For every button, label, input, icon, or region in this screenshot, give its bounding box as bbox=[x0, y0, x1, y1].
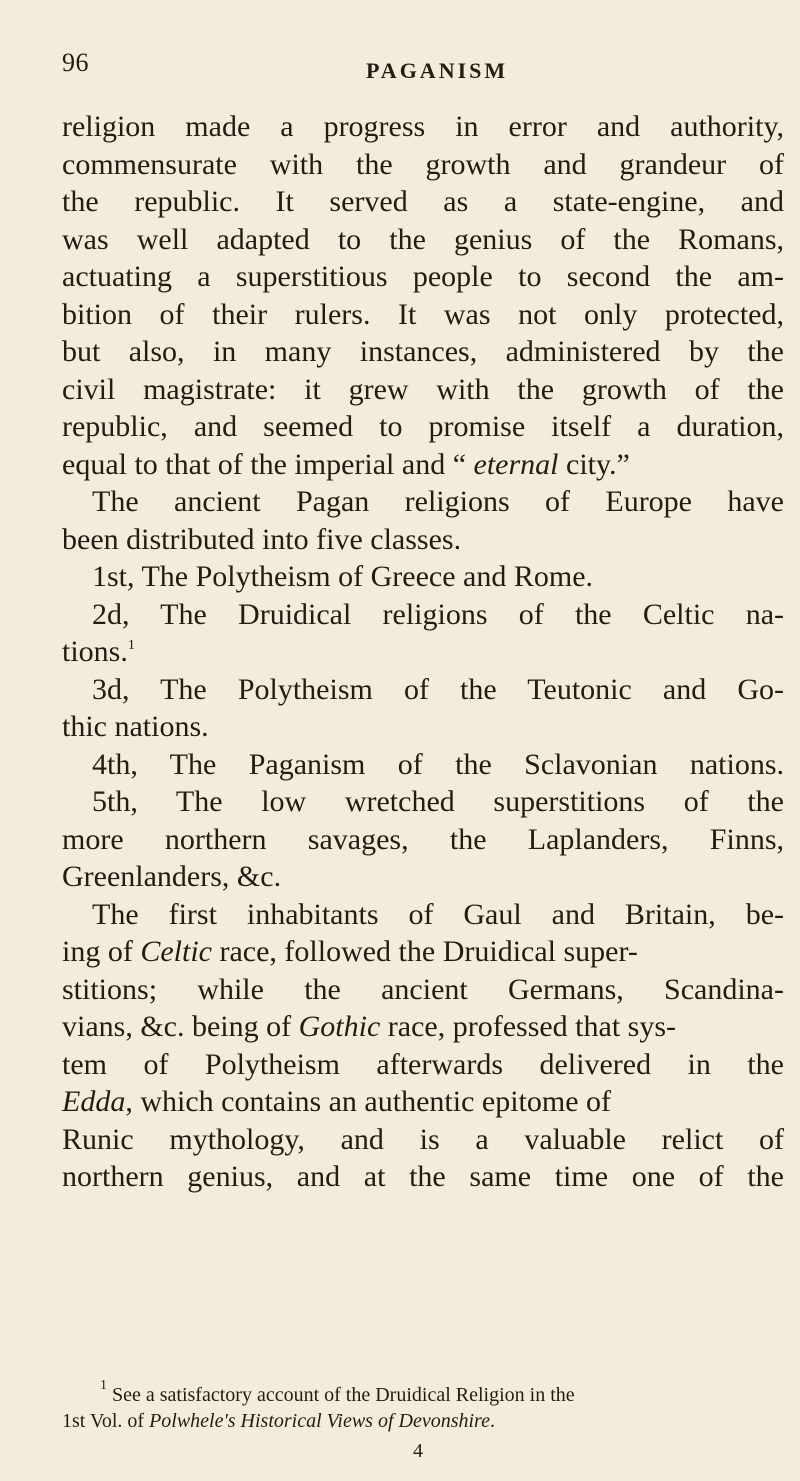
footnote bbox=[62, 1378, 784, 1434]
paragraph-start: The ancient Pagan religions of Europe have bbox=[92, 485, 784, 518]
footnote-marker: 1 bbox=[100, 1378, 107, 1393]
running-head: PAGANISM bbox=[366, 58, 509, 83]
italic-phrase: Celtic bbox=[140, 935, 212, 968]
italic-phrase: Edda bbox=[62, 1085, 126, 1118]
text-line: was well adapted to the genius of the Romans, bbox=[62, 222, 784, 256]
list-item: 5th, The low wretched superstitions of the bbox=[92, 785, 784, 818]
signature-mark: 4 bbox=[413, 1440, 423, 1462]
text-line: northern genius, and at the same time one of the bbox=[62, 1160, 784, 1193]
list-item: 4th, The Paganism of the Sclavonian nations. bbox=[92, 747, 784, 781]
text-line: been distributed into five classes. bbox=[62, 522, 462, 556]
text-line: more northern savages, the Laplanders, Finns, bbox=[62, 822, 784, 856]
text-line: Runic mythology, and is a valuable relict of bbox=[62, 1122, 784, 1156]
text-line: commensurate with the growth and grandeur of bbox=[62, 147, 784, 181]
text-line: tem of Polytheism afterwards delivered in the bbox=[62, 1047, 784, 1081]
text-line: equal to that of the imperial and “ eternal city.” bbox=[62, 447, 630, 481]
text-line: thic nations. bbox=[62, 710, 209, 743]
text-line: tions.$^1$ bbox=[62, 635, 135, 668]
text-line: stitions; while the ancient Germans, Scandina- bbox=[62, 972, 784, 1006]
text-line: civil magistrate: it grew with the growth of the bbox=[62, 372, 784, 406]
text-line: but also, in many instances, administered by the bbox=[62, 335, 784, 368]
text-line: vians, &c. being of Gothic race, professed that sys- bbox=[62, 1010, 677, 1043]
list-item: 2d, The Druidical religions of the Celtic na- bbox=[92, 597, 784, 631]
list-item: 1st, The Polytheism of Greece and Rome. bbox=[92, 560, 594, 593]
text-line: actuating a superstitious people to second the am- bbox=[62, 260, 784, 293]
body-text bbox=[62, 108, 784, 1196]
page-number: 96 bbox=[62, 48, 89, 77]
text-line: ing of Celtic race, followed the Druidical super- bbox=[62, 935, 638, 968]
paragraph-start: The first inhabitants of Gaul and Britain, be- bbox=[92, 897, 784, 931]
list-item: 3d, The Polytheism of the Teutonic and Go- bbox=[92, 672, 784, 706]
text-line: republic, and seemed to promise itself a duration, bbox=[62, 410, 784, 443]
text-line: the republic. It served as a state-engine, and bbox=[62, 185, 784, 218]
text-line: Greenlanders, &c. bbox=[62, 860, 282, 893]
text-line: Edda, which contains an authentic epitome of bbox=[62, 1085, 612, 1118]
footnote-line: $^1$ See a satisfactory account of the Druidical Religion in the bbox=[100, 1378, 575, 1406]
footnote-reference: 1 bbox=[127, 638, 135, 653]
footnote-line: 1st Vol. of Polwhele's Historical Views of Devonshire. bbox=[62, 1410, 495, 1432]
text-line: bition of their rulers. It was not only protected, bbox=[62, 297, 784, 331]
italic-phrase: Gothic bbox=[298, 1010, 381, 1043]
italic-phrase: eternal bbox=[473, 447, 559, 481]
text-line: religion made a progress in error and authority, bbox=[62, 110, 784, 143]
italic-phrase: Polwhele's Historical Views of Devonshire bbox=[149, 1410, 490, 1432]
